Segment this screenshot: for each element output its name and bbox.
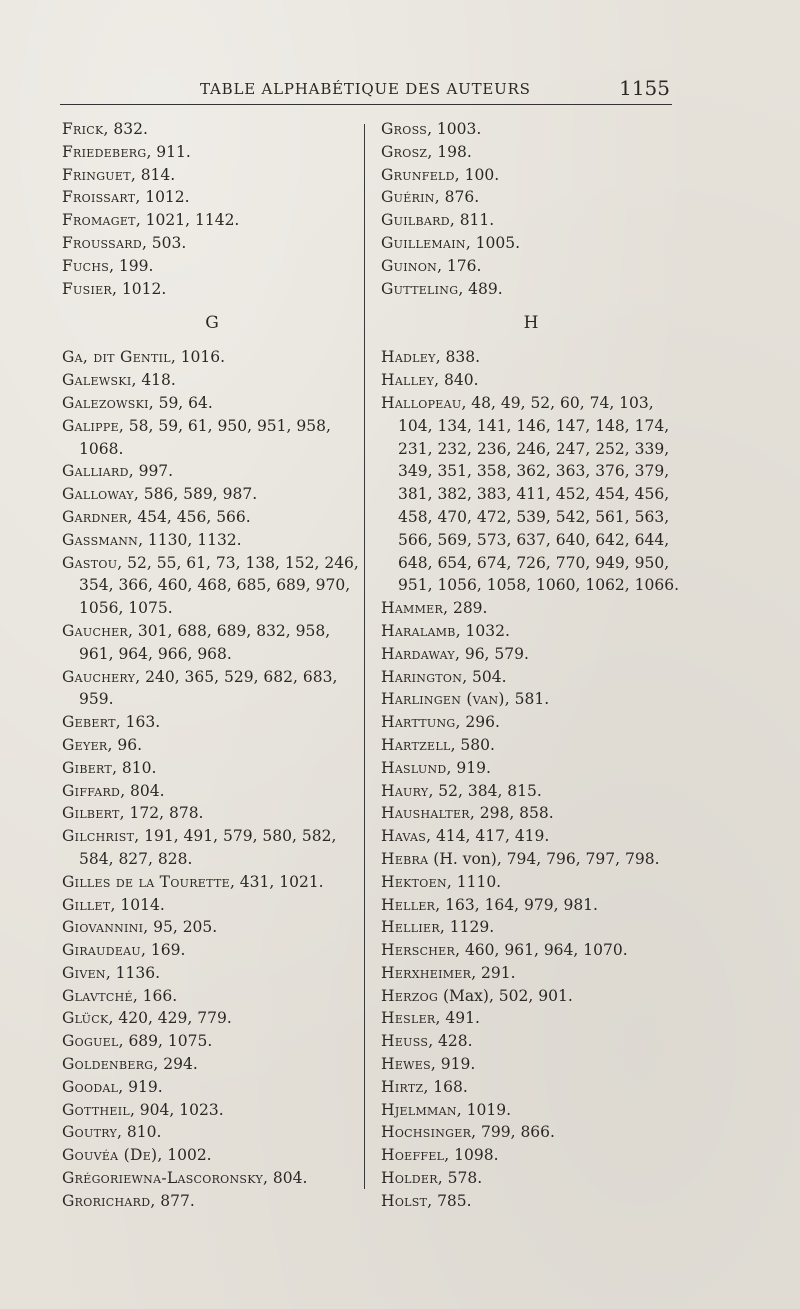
- index-entry: [62, 802, 362, 825]
- index-entry: [381, 939, 681, 962]
- page-references: , 997.: [128, 462, 174, 481]
- author-name: Halley: [381, 371, 435, 390]
- right-column: [381, 118, 681, 1213]
- page-references: , 586, 589, 987.: [133, 485, 258, 504]
- page-references: , 581.: [504, 690, 550, 709]
- index-entry: [62, 392, 362, 415]
- page-references-continued: 584, 827, 828.: [79, 849, 193, 868]
- index-entry: [381, 209, 681, 232]
- author-name: Hallopeau: [381, 393, 462, 412]
- index-entry: [381, 985, 681, 1008]
- author-name: Havas: [381, 827, 427, 846]
- page-references: , 48, 49, 52, 60, 74, 103,: [461, 393, 654, 412]
- index-entry: [381, 916, 681, 939]
- page-references: , 1021, 1142.: [135, 211, 240, 230]
- page-references-continued: 1056, 1075.: [79, 599, 173, 618]
- index-entry: [62, 255, 362, 278]
- index-entry: [381, 1121, 681, 1144]
- page-references: , 240, 365, 529, 682, 683,: [135, 667, 338, 686]
- index-entry: [62, 460, 362, 483]
- index-entry: [62, 483, 362, 506]
- author-name: Gilbert: [62, 804, 120, 823]
- page-references: , 1032.: [455, 621, 510, 640]
- author-name: Guillemain: [381, 233, 466, 252]
- author-name: Guinon: [381, 256, 438, 275]
- index-entry: [62, 734, 362, 757]
- page-references: , 840.: [434, 371, 479, 390]
- page-references: , 414, 417, 419.: [426, 827, 550, 846]
- author-name: Grunfeld: [381, 165, 455, 184]
- page-references: , 428.: [428, 1032, 473, 1051]
- page-references: , 96, 579.: [454, 644, 529, 663]
- index-entry: [62, 666, 362, 689]
- page-references: , 291.: [471, 963, 516, 982]
- page-references: , 785.: [427, 1191, 472, 1210]
- author-name: Galezowski: [62, 393, 149, 412]
- page-number: 1155: [619, 76, 670, 100]
- page-references: , 1136.: [105, 963, 161, 982]
- page-references: , 877.: [150, 1191, 195, 1210]
- index-entry: [62, 871, 362, 894]
- page-references: , 1129.: [439, 918, 495, 937]
- page-references-continued: 354, 366, 460, 468, 685, 689, 970,: [79, 576, 351, 595]
- index-entry: [381, 757, 681, 780]
- author-name: Haralamb: [381, 621, 456, 640]
- page-references-continued: 648, 654, 674, 726, 770, 949, 950,: [398, 553, 670, 572]
- page-references: , 919.: [118, 1077, 163, 1096]
- page-references: , 172, 878.: [119, 804, 204, 823]
- entries-g-continued-section: [381, 118, 681, 300]
- index-entry: [381, 232, 681, 255]
- page-references: , 911.: [146, 142, 191, 161]
- page-references: , 578.: [437, 1169, 483, 1188]
- author-name: Ga, dit Gentil: [62, 348, 171, 367]
- page-references-continued: 959.: [79, 690, 114, 709]
- page-references: , 832.: [103, 120, 148, 138]
- author-name: Gilles de la Tourette: [62, 872, 230, 891]
- page-references: , 1019.: [456, 1100, 511, 1119]
- page-references-continued: 961, 964, 966, 968.: [79, 644, 232, 663]
- author-name: Hewes: [381, 1055, 431, 1074]
- index-entry: [62, 346, 362, 369]
- author-name: Geyer: [62, 735, 108, 754]
- author-name: Gottheil: [62, 1100, 130, 1119]
- page-references: , 919.: [446, 758, 491, 777]
- index-entry: [381, 278, 681, 301]
- page-references: , 166.: [132, 986, 178, 1005]
- page-references: , 420, 429, 779.: [108, 1009, 232, 1028]
- author-name: Hammer: [381, 599, 444, 618]
- index-entry: [381, 711, 681, 734]
- page-references: , 1130, 1132.: [138, 530, 242, 549]
- index-entry: [62, 894, 362, 917]
- page-references: , 100.: [454, 165, 500, 184]
- author-name: Gilchrist: [62, 827, 135, 846]
- index-entry: [62, 529, 362, 552]
- author-name: Harlingen (van): [381, 690, 505, 709]
- page-references: , 1110.: [446, 872, 502, 891]
- author-name: Gutteling: [381, 279, 459, 298]
- author-name: Fuchs: [62, 256, 110, 275]
- page-references: , 904, 1023.: [129, 1100, 224, 1119]
- author-name: Guilbard: [381, 211, 450, 230]
- index-entry: [62, 164, 362, 187]
- author-name: Goutry: [62, 1123, 118, 1142]
- entries-h-section: [381, 346, 681, 1212]
- author-name: Froussard: [62, 233, 142, 252]
- index-entry: [62, 780, 362, 803]
- author-name: Holder: [381, 1169, 438, 1188]
- page-references: , 294.: [153, 1055, 198, 1074]
- index-entry: [381, 1144, 681, 1167]
- index-entry: [62, 1099, 362, 1122]
- author-name: Hoeffel: [381, 1146, 445, 1165]
- page-references: , 52, 384, 815.: [428, 781, 542, 800]
- index-entry: [381, 392, 681, 415]
- index-entry: [381, 1076, 681, 1099]
- index-entry: [381, 1030, 681, 1053]
- index-entry: [381, 620, 681, 643]
- index-entry: [62, 232, 362, 255]
- page-references: , 580.: [450, 735, 495, 754]
- author-name: Haury: [381, 781, 429, 800]
- page-references: , 814.: [130, 165, 176, 184]
- author-name: Fromaget: [62, 211, 136, 230]
- page-references: , 1012.: [135, 188, 190, 207]
- page-references: , 1003.: [427, 120, 482, 138]
- index-entry: [62, 1030, 362, 1053]
- header-title: TABLE ALPHABÉTIQUE DES AUTEURS: [200, 80, 531, 98]
- index-entry: [62, 552, 362, 575]
- author-name: Gassmann: [62, 530, 139, 549]
- author-name: Herzog: [381, 986, 439, 1005]
- author-name: Hochsinger: [381, 1123, 472, 1142]
- index-entry: [381, 164, 681, 187]
- page-references: , 1005.: [465, 233, 521, 252]
- index-entry: [62, 1167, 362, 1190]
- author-name: Hartzell: [381, 735, 451, 754]
- page-references: , 1014.: [110, 895, 165, 914]
- author-name: Hjelmman: [381, 1100, 457, 1119]
- page-references: , 810.: [117, 1123, 162, 1142]
- author-name: Heller: [381, 895, 436, 914]
- author-name: Hebra: [381, 849, 429, 868]
- page-references: , 504.: [462, 667, 507, 686]
- index-entry: [381, 1190, 681, 1213]
- page-references-continued: 458, 470, 472, 539, 542, 561, 563,: [398, 507, 670, 526]
- page-references-continued: 566, 569, 573, 637, 640, 642, 644,: [398, 530, 670, 549]
- author-name: Heuss: [381, 1032, 429, 1051]
- author-name: Goldenberg: [62, 1055, 154, 1074]
- author-name: Hadley: [381, 348, 436, 367]
- author-name: Friedeberg: [62, 142, 147, 161]
- page-references: (Max), 502, 901.: [438, 986, 573, 1005]
- index-entry: [381, 1099, 681, 1122]
- page-references: , 838.: [435, 348, 481, 367]
- index-entry: [62, 278, 362, 301]
- page-references: , 301, 688, 689, 832, 958,: [128, 621, 331, 640]
- index-entry: [62, 757, 362, 780]
- author-name: Haslund: [381, 758, 447, 777]
- page-references: , 1016.: [170, 348, 226, 367]
- page-references: , 168.: [423, 1077, 468, 1096]
- author-name: Glavtché: [62, 986, 133, 1005]
- author-name: Herscher: [381, 941, 456, 960]
- page-references: , 58, 59, 61, 950, 951, 958,: [118, 416, 331, 435]
- index-entry: [62, 506, 362, 529]
- author-name: Goodal: [62, 1077, 119, 1096]
- author-name: Herxheimer: [381, 963, 472, 982]
- index-entry: [381, 186, 681, 209]
- page-references: , 799, 866.: [471, 1123, 555, 1142]
- page-references: , 804.: [120, 781, 165, 800]
- author-name: Galippe: [62, 416, 119, 435]
- page-references: , 503.: [141, 233, 187, 252]
- page-references: , 52, 55, 61, 73, 138, 152, 246,: [117, 553, 359, 572]
- author-name: Fusier: [62, 279, 113, 298]
- author-name: Galloway: [62, 485, 134, 504]
- index-entry: [62, 118, 362, 141]
- index-entry: [381, 802, 681, 825]
- author-name: Gauchery: [62, 667, 136, 686]
- index-entry: [381, 780, 681, 803]
- page-references: , 298, 858.: [469, 804, 554, 823]
- author-name: Fringuet: [62, 165, 131, 184]
- index-entry: [381, 346, 681, 369]
- page-references: , 198.: [427, 142, 472, 161]
- page-references: (H. von), 794, 796, 797, 798.: [428, 849, 660, 868]
- page-references: , 689, 1075.: [118, 1032, 213, 1051]
- index-entry: [62, 620, 362, 643]
- page-references: , 804.: [263, 1169, 308, 1188]
- author-name: Gillet: [62, 895, 111, 914]
- page-references: , 876.: [434, 188, 480, 207]
- page-references: , 460, 961, 964, 1070.: [455, 941, 628, 960]
- page-references: , 176.: [437, 256, 482, 275]
- author-name: Holst: [381, 1191, 428, 1210]
- index-entry: [62, 916, 362, 939]
- page-references: , 1002.: [157, 1146, 212, 1165]
- author-name: Galewski: [62, 371, 132, 390]
- author-name: Goguel: [62, 1032, 119, 1051]
- author-name: Frick: [62, 120, 104, 138]
- running-header: [60, 76, 670, 106]
- author-name: Hesler: [381, 1009, 436, 1028]
- page-references: , 296.: [455, 713, 500, 732]
- index-entry: [381, 255, 681, 278]
- author-name: Hardaway: [381, 644, 455, 663]
- index-entry: [381, 141, 681, 164]
- page-references: , 1098.: [444, 1146, 499, 1165]
- author-name: Galliard: [62, 462, 129, 481]
- author-name: Gouvéa (De): [62, 1146, 158, 1165]
- index-entry: [62, 186, 362, 209]
- page-references: , 289.: [443, 599, 488, 618]
- author-name: Gastou: [62, 553, 118, 572]
- index-entry: [62, 1121, 362, 1144]
- page-references: , 431, 1021.: [229, 872, 324, 891]
- page-references: , 418.: [131, 371, 176, 390]
- header-rule: [60, 104, 672, 105]
- page-references: , 96.: [107, 735, 143, 754]
- index-entry: [62, 1007, 362, 1030]
- author-name: Gross: [381, 120, 428, 138]
- page-references: , 199.: [109, 256, 154, 275]
- author-name: Hektoen: [381, 872, 447, 891]
- entries-g-section: [62, 346, 362, 1212]
- left-column: [62, 118, 362, 1213]
- index-entry: [62, 1053, 362, 1076]
- section-letter-g: G: [205, 313, 219, 334]
- page-references: , 169.: [141, 941, 186, 960]
- index-entry: [381, 894, 681, 917]
- author-name: Harington: [381, 667, 463, 686]
- index-entry: [381, 369, 681, 392]
- author-name: Haushalter: [381, 804, 470, 823]
- index-entry: [381, 666, 681, 689]
- index-entry: [381, 734, 681, 757]
- index-entry: [381, 688, 681, 711]
- index-entry: [62, 985, 362, 1008]
- page-references-continued: 349, 351, 358, 362, 363, 376, 379,: [398, 462, 670, 481]
- index-entry: [381, 597, 681, 620]
- index-entry: [62, 939, 362, 962]
- index-entry: [62, 1076, 362, 1099]
- page-references: , 191, 491, 579, 580, 582,: [134, 827, 337, 846]
- index-entry: [381, 1053, 681, 1076]
- author-name: Hirtz: [381, 1077, 424, 1096]
- index-entry: [62, 825, 362, 848]
- index-entry: [62, 711, 362, 734]
- index-entry: [381, 871, 681, 894]
- index-entry: [381, 848, 681, 871]
- index-entry: [62, 415, 362, 438]
- entries-f-section: [62, 118, 362, 300]
- author-name: Giovannini: [62, 918, 144, 937]
- author-name: Glück: [62, 1009, 109, 1028]
- page-references: , 454, 456, 566.: [127, 507, 251, 526]
- page-references: , 59, 64.: [148, 393, 213, 412]
- index-entry: [381, 825, 681, 848]
- author-name: Gaucher: [62, 621, 129, 640]
- author-name: Hellier: [381, 918, 440, 937]
- author-name: Guérin: [381, 188, 435, 207]
- author-name: Gardner: [62, 507, 128, 526]
- index-entry: [62, 1190, 362, 1213]
- page-references: , 489.: [458, 279, 503, 298]
- page-references: , 163.: [115, 713, 161, 732]
- author-name: Grorichard: [62, 1191, 151, 1210]
- page-references-continued: 951, 1056, 1058, 1060, 1062, 1066.: [398, 576, 680, 595]
- index-entry: [381, 118, 681, 141]
- page-references-continued: 1068.: [79, 439, 124, 458]
- author-name: Gebert: [62, 713, 116, 732]
- index-entry: [62, 1144, 362, 1167]
- index-entry: [381, 1007, 681, 1030]
- author-name: Grégoriewna-Lascoronsky: [62, 1169, 264, 1188]
- author-name: Harttung: [381, 713, 456, 732]
- index-entry: [381, 1167, 681, 1190]
- author-name: Giffard: [62, 781, 121, 800]
- page-references: , 95, 205.: [143, 918, 218, 937]
- index-entry: [62, 209, 362, 232]
- author-name: Froissart: [62, 188, 136, 207]
- page-references: , 810.: [112, 758, 157, 777]
- page-references: , 163, 164, 979, 981.: [435, 895, 598, 914]
- author-name: Given: [62, 963, 106, 982]
- index-entry: [62, 141, 362, 164]
- column-divider: [364, 124, 365, 1189]
- page-references-continued: 104, 134, 141, 146, 147, 148, 174,: [398, 416, 670, 435]
- index-entry: [62, 962, 362, 985]
- page-references: , 811.: [449, 211, 495, 230]
- index-entry: [381, 962, 681, 985]
- author-name: Grosz: [381, 142, 428, 161]
- author-name: Giraudeau: [62, 941, 141, 960]
- author-name: Gibert: [62, 758, 113, 777]
- index-entry: [381, 643, 681, 666]
- page-references: , 919.: [430, 1055, 476, 1074]
- section-letter-h: H: [523, 313, 539, 334]
- page-references-continued: 231, 232, 236, 246, 247, 252, 339,: [398, 439, 670, 458]
- page-references-continued: 381, 382, 383, 411, 452, 454, 456,: [398, 485, 670, 504]
- index-entry: [62, 369, 362, 392]
- page-references: , 1012.: [112, 279, 167, 298]
- page-references: , 491.: [435, 1009, 480, 1028]
